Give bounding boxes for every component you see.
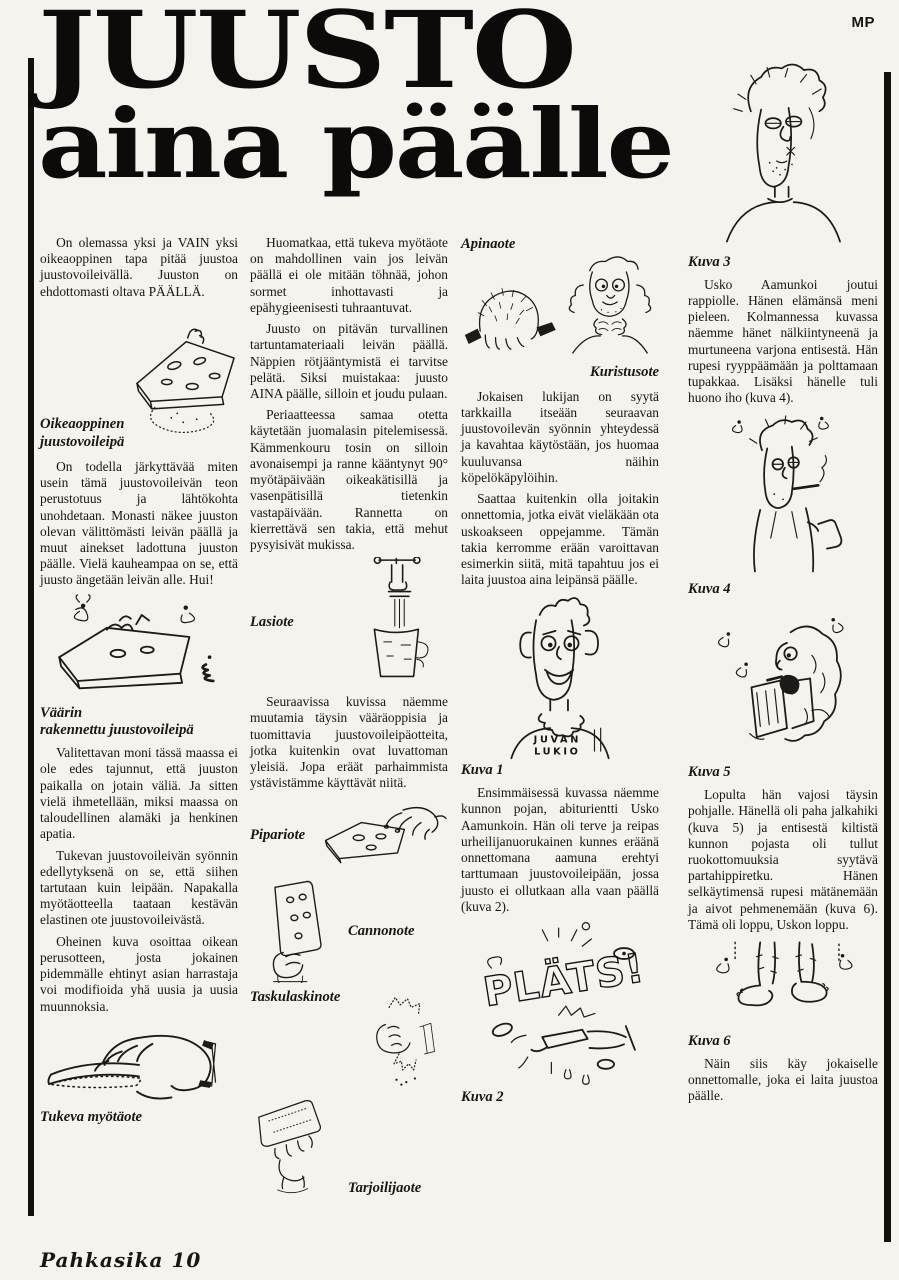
- caption-vaarin-line2: rakennettu juustovoileipä: [40, 722, 194, 739]
- figure-kuva4: [688, 411, 878, 579]
- paragraph-ensimmaisessa: Ensimmäisessä kuvassa näemme kunnon pojan, abiturientti Usko Aamunkoin. Hän oli terve ja reipas urheilijanuorukainen kunnes eräänä onnettomana aamuna erehtyi tarttumaan juustovoileipään, jossa juusto ei ollutkaan alla vaan päällä (kuva 2).: [461, 785, 659, 914]
- healthy-boy-illustration: [482, 592, 638, 760]
- caption-tukeva: Tukeva myötäote: [40, 1108, 142, 1125]
- caption-kuristusote: Kuristusote: [590, 364, 659, 380]
- ape-grip-illustration: [461, 256, 557, 384]
- plats-splash-illustration: [469, 919, 651, 1087]
- figure-cannonote: [250, 987, 448, 1089]
- caption-vaarin-line1: Väärin: [40, 704, 83, 721]
- ruined-man-illustration: [708, 52, 858, 252]
- figure-kuva2: [461, 919, 659, 1087]
- publication-footer: Pahkasika 10: [40, 1248, 202, 1272]
- figure-taskulaskinote: [250, 879, 448, 983]
- smoking-man-illustration: [711, 411, 856, 579]
- caption-cannonote: Cannonote: [348, 922, 415, 939]
- caption-taskulaskinote: Taskulaskinote: [250, 989, 341, 1006]
- caption-kuva6: Kuva 6: [688, 1033, 731, 1050]
- paragraph-rappio: Usko Aamunkoi joutui rappiolle. Hänen elämänsä meni pieleen. Kolmannessa kuvassa näemme hänet nälkiintyneenä ja murtuneena varjona entisestä. Hän rupesi ryyppäämään ja polttamaan tupakkaa. Lisäksi hänelle tuli huono iho (kuva 4).: [688, 276, 878, 406]
- caption-vaarin: [40, 705, 238, 741]
- paragraph-seuraavissa: Seuraavissa kuvissa näemme muutamia täysin vääräoppisia ja tuomittavia juustovoileipäotteita, jotka kuitenkin ovat luvattoman yleisiä. Jopa eräät parhaimmista ystävistämme käyttävät niitä.: [250, 694, 448, 791]
- paragraph-pohjalle: Lopulta hän vajosi täysin pohjalle. Hänellä oli paha jalkahiki (kuva 5) ja entisestä kiltistä kunnon pojasta oli tullut ruokottomuuksia syytävä partahippiretku. Hänen selkäytimensä rupesi mätänemään ja aivot pehmenemään (kuva 6). Tämä oli loppu, Uskon loppu.: [688, 787, 878, 932]
- figure-tukeva-myotaote: [40, 1019, 238, 1107]
- waiter-grip-illustration: [250, 1093, 344, 1199]
- svg-text:LUKIO: LUKIO: [534, 747, 581, 759]
- column-2: [250, 230, 448, 1199]
- caption-apinaote: Apinaote: [461, 236, 516, 252]
- paragraph-valitettavan: Valitettavan moni tässä maassa ei ole edes tajunnut, että juuston paikalla on jotain väliä. Ja sitten vielä ihmetellään, miksi maassa on taloudellinen alamäki ja henkinen apatia.: [40, 745, 238, 842]
- figure-kuva6: [688, 937, 878, 1031]
- calculator-grip-illustration: [250, 879, 338, 983]
- author-initials: MP: [851, 14, 875, 31]
- cookie-grip-illustration: [320, 795, 448, 875]
- column-3: [461, 230, 659, 1109]
- svg-text:PLÄTS!: PLÄTS!: [480, 945, 648, 1017]
- caption-kuva4: Kuva 4: [688, 580, 731, 597]
- figure-grip-pair: [461, 234, 659, 384]
- column-1: [40, 230, 238, 1129]
- glass-grip-illustration: [324, 557, 442, 689]
- caption-kuva1: Kuva 1: [461, 762, 504, 779]
- firm-grip-illustration: [41, 1019, 237, 1107]
- caption-kuva5: Kuva 5: [688, 764, 731, 781]
- caption-kuva3: Kuva 3: [688, 254, 731, 270]
- hippie-reading-illustration: [704, 602, 862, 762]
- caption-pipariote: Pipariote: [250, 826, 306, 843]
- paragraph-periaatteessa: Periaatteessa samaa otetta käytetään juomalasin pitelemisessä. Kämmenkouru tosin on silloin avonaisempi ja ranne kääntynyt 90° myötäpäivään oikeakätisillä ja vasenpätisillä tietenkin vastapäivään. Rannetta on kierrettävä sen takia, että mehut pysyisivät mukissa.: [250, 407, 448, 552]
- page-title: [38, 0, 673, 200]
- figure-pipariote: [250, 795, 448, 875]
- figure-lasiote: [250, 557, 448, 689]
- caption-lasiote: Lasiote: [250, 614, 294, 631]
- paragraph-jokaisen: Jokaisen lukijan on syytä tarkkailla itseään seuraavan juustovoilevän syönnin yhteydessä ja kavahtaa käytöstään, jos huomaa kuuluvansa näihin köpelökäpylöihin.: [461, 388, 659, 485]
- column-4: [688, 48, 878, 1105]
- smelly-feet-illustration: [703, 937, 863, 1031]
- title-line2: aina päälle: [38, 88, 673, 200]
- paragraph-saattaa: Saattaa kuitenkin olla joitakin onnettomia, jotka eivät vieläkään ota uskoakseen oppejamme. Tämän takia kerromme erään varoittavan esimerkin siitä, mitä tapahtuu jos ei laita juustoa aina leipänsä päälle.: [461, 491, 659, 588]
- figure-correct-sandwich: [40, 304, 238, 454]
- paragraph-intro: On olemassa yksi ja VAIN yksi oikeaoppinen tapa pitää juustoa juustovoileivällä. Juuston on ehdottomasti oltava PÄÄLLÄ.: [40, 235, 238, 299]
- caption-tarjoilijaote: Tarjoilijaote: [348, 1179, 422, 1196]
- figure-tarjoilijaote: [250, 1093, 448, 1199]
- figure-kuva1: [461, 592, 659, 760]
- caption-kuva2: Kuva 2: [461, 1088, 504, 1105]
- squeeze-grip-illustration: [356, 987, 448, 1089]
- figure-wrong-sandwich: [40, 593, 238, 703]
- paragraph-oheinen: Oheinen kuva osoittaa oikean perusotteen, josta jokainen pidemmälle ehtinyt asian harrastaja voi modifioida yhä uusia ja uusia muunnoksia.: [40, 933, 238, 1014]
- paragraph-nain-siis: Näin siis käy jokaiselle onnettomalle, joka ei laita juustoa päälle.: [688, 1055, 878, 1104]
- title-line1: JUUSTO: [38, 0, 575, 112]
- paragraph-shock: On todella järkyttävää miten usein tämä juustovoileivän teon perustotuus ja lähtökohta unohdetaan. Monasti näkee juuston olevan välittömästi leivän päällä ja muut ainekset ladottuna juuston päälle. Vielä kauheampaa on se, että juusto ängetään leivän alle. Hui!: [40, 458, 238, 588]
- svg-text:JUVAN: JUVAN: [533, 734, 581, 746]
- right-border-rule: [884, 72, 891, 1242]
- caption-oikeaoppinen: Oikeaoppinen juustovoileipä: [40, 416, 125, 451]
- left-border-rule: [28, 58, 34, 1216]
- paragraph-juusto-on: Juusto on pitävän turvallinen tartuntamateriaali leivän päällä. Näppien rötjääntymistä ei tarvitse pelätä. Siksi muistakaa: juusto AINA päälle, silloin et joudu pulaan.: [250, 321, 448, 401]
- figure-kuva5: [688, 602, 878, 762]
- correct-cheese-sandwich-illustration: [128, 304, 240, 454]
- wrong-sandwich-illustration: [49, 593, 229, 703]
- paragraph-tukevan: Tukevan juustovoileivän syönnin edellytyksenä on se, että siihen tartutaan kuin leipään. Napakalla myötäotteella taataan kestävän elastinen ote juustovoileivästä.: [40, 847, 238, 928]
- figure-kuva3: [688, 52, 878, 252]
- paragraph-huomatkaa: Huomatkaa, että tukeva myötäote on mahdollinen vain jos leivän päällä ei ole mitään töhnää, johon sormet inhottavasti ja epähygieenisesti tuhraantuvat.: [250, 235, 448, 315]
- strangle-grip-illustration: [561, 242, 659, 362]
